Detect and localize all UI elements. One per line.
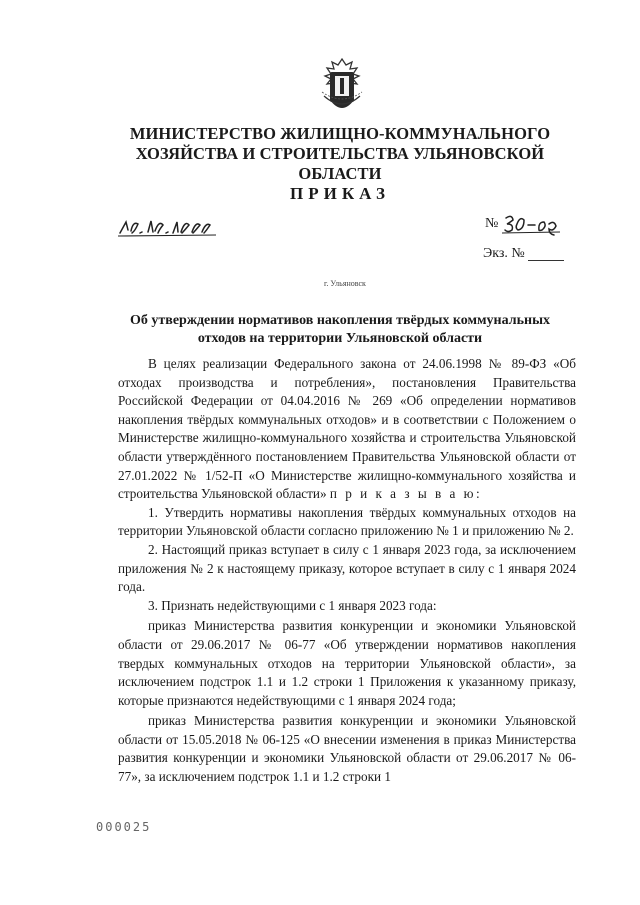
copy-number-blank: [528, 260, 564, 261]
intro-text: В целях реализации Федерального закона от 24.06.1998 № 89-ФЗ «Об отходах производства и потребления», постановления Правительства Российской Федерации от 04.04.2016 № 269 «Об определении нормативов накопления твёрдых коммунальных отходов» и в соответствии с Положением о Министерстве жилищно-коммунального хозяйства и строительства Ульяновской области утверждённого постановлением Правительства Ульяновской области от 27.01.2022 № 1/52-П «О Министерстве жилищно-коммунального хозяйства и строительства Ульяновской области»: [118, 356, 576, 502]
ministry-line-1: МИНИСТЕРСТВО ЖИЛИЩНО-КОММУНАЛЬНОГО: [129, 124, 551, 143]
item-2: 2. Настоящий приказ вступает в силу с 1 января 2023 года, за исключением приложения № 2 к настоящему приказу, которое вступает в силу с 1 января 2024 года.: [118, 541, 576, 595]
intro-paragraph: [118, 355, 576, 504]
handwritten-date: [118, 216, 218, 238]
coat-of-arms-emblem: [319, 56, 365, 118]
item-3a: приказ Министерства развития конкуренции и экономики Ульяновской области от 29.06.2017 № 06-77 «Об утверждении нормативов накопления твердых коммунальных отходов на территории Ульяновской области», за исключением подстрок 1.1 и 1.2 строки 1 Приложения к указанному приказу, которые признаются недействующими с 1 января 2024 года;: [118, 618, 576, 708]
order-subject: Об утверждении нормативов накопления твёрдых коммунальных отходов на территории Ульяновской области: [130, 313, 550, 346]
order-body: [118, 355, 576, 787]
ministry-line-2: ХОЗЯЙСТВА И СТРОИТЕЛЬСТВА УЛЬЯНОВСКОЙ ОБЛАСТИ: [135, 144, 545, 183]
item-3b: приказ Министерства развития конкуренции и экономики Ульяновской области от 15.05.2018 № 06-125 «О внесении изменения в приказ Министерства развития конкуренции и экономики Ульяновской области от 29.06.2017 № 06-77», за исключением подстрок 1.1 и 1.2 строки 1: [118, 713, 576, 785]
ministry-name: [100, 124, 580, 184]
city-label: г. Ульяновск: [324, 279, 366, 288]
decree-word: п р и к а з ы в а ю:: [329, 486, 483, 502]
number-label: №: [485, 216, 499, 231]
item-3: 3. Признать недействующими с 1 января 2023 года:: [148, 597, 437, 613]
doc-type-title: ПРИКАЗ: [290, 184, 390, 203]
handwritten-number: [502, 212, 562, 236]
page-code: 000025: [96, 820, 152, 834]
copy-number-label: Экз. №: [483, 246, 525, 261]
item-1: 1. Утвердить нормативы накопления твёрдых коммунальных отходов на территории Ульяновской области согласно приложению № 1 и приложению № 2.: [118, 504, 576, 539]
